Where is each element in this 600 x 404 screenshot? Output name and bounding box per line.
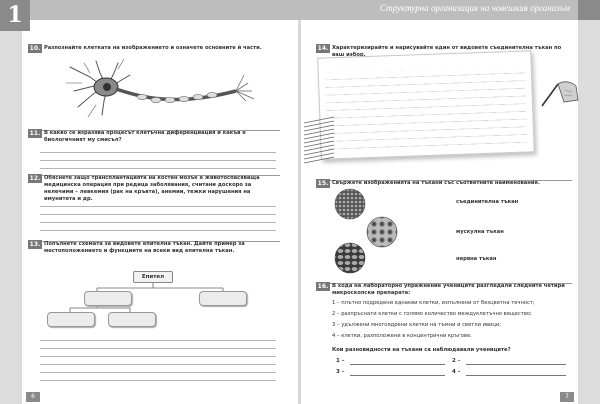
answer-line[interactable] [40,168,276,169]
answer-label-3: 3 – [336,369,345,375]
answer-blank-1[interactable] [350,364,445,365]
question-text-16: В хода на лабораторно упражнение учениците разгледали следните четири микроскопски препарата: [332,283,565,296]
question-number-13: 13. [29,241,41,248]
answer-line[interactable] [40,380,276,381]
question-number-14: 14. [317,45,329,52]
answer-line[interactable] [40,372,276,373]
preparation-4: 4 – клетки, разположени в концентрични кръгове. [332,333,472,339]
tissue-label-connective: съединителна тъкан [456,199,519,205]
answer-blank-2[interactable] [466,364,566,365]
micrograph-1[interactable] [335,189,365,219]
micrograph-2[interactable] [367,217,397,247]
answer-line[interactable] [40,206,276,207]
tissue-label-nervous: нервна тъкан [456,256,497,262]
preparation-1: 1 – плътно подредени еднакви клетки, изпълнени от безцветна течност; [332,300,535,306]
notebook-spiral-binding [300,115,340,175]
answer-blank-4[interactable] [466,375,566,376]
answer-blank-3[interactable] [350,375,445,376]
tissue-micrographs [330,188,415,278]
question-number-10: 10. [29,45,41,52]
diagram-empty-box[interactable] [108,312,156,327]
question-text-14: Характеризирайте и нарисувайте един от видовете съединителна тъкан по ваш избор. [332,45,562,58]
question-text-15: Свържете изображенията на тъкани със съответните наименования. [332,180,540,186]
question-text-12: Обяснете защо трансплантацията на костен мозък е животоспасяваща медицинска операция при редица заболявания, считани доскоро за нелечими – левкемия (рак на кръвта), анемии, тежки нарушения на имунитета и др. [44,175,260,202]
answer-line[interactable] [40,152,276,153]
answer-line[interactable] [40,222,276,223]
final-question: Кои разновидности на тъкани са наблюдавали учениците? [332,347,511,353]
answer-label-4: 4 – [452,369,461,375]
question-text-11: В какво се изразява процесът клетъчна диференциация и какъв е биологичният му смисъл? [44,130,246,143]
answer-line[interactable] [40,340,276,341]
answer-line[interactable] [40,160,276,161]
answer-line[interactable] [40,230,276,231]
right-margin-strip [578,20,600,404]
answer-line[interactable] [40,348,276,349]
page-number-right: 7 [560,392,574,402]
question-number-16: 16. [317,283,329,290]
book-spine [298,20,301,404]
page-number-left: 6 [26,392,40,402]
left-margin-strip [0,31,22,404]
diagram-empty-box[interactable] [47,312,95,327]
hand-with-pen-illustration [540,70,580,110]
neuron-illustration [60,55,260,125]
header-title: Структурна организация на човешкия организъм [379,3,570,13]
question-text-10: Разпознайте клетката на изображението и означете основните ѝ части. [44,45,262,51]
tissue-label-muscle: мускулна тъкан [456,229,504,235]
answer-label-2: 2 – [452,358,461,364]
diagram-empty-box[interactable] [84,291,132,306]
question-number-15: 15. [317,180,329,187]
question-number-12: 12. [29,175,41,182]
diagram-empty-box[interactable] [199,291,247,306]
notebook-drawing-area[interactable] [317,50,534,159]
answer-label-1: 1 – [336,358,345,364]
answer-line[interactable] [40,364,276,365]
preparation-2: 2 – разпръснати клетки с голямо количество междуклетъчно вещество; [332,311,532,317]
answer-line[interactable] [40,214,276,215]
diagram-root-epithelium: Епител [133,271,173,283]
header-corner [578,0,600,20]
micrograph-3[interactable] [335,243,365,273]
preparation-3: 3 – удължени многоядрени клетки на тъмни и светли ивици; [332,322,502,328]
question-number-11: 11. [29,130,41,137]
answer-line[interactable] [40,356,276,357]
question-text-13: Попълнете схемата за видовете епителна тъкан. Дайте пример за местоположението и функциите на всеки вид епителна тъкан. [44,241,245,254]
chapter-number: 1 [0,0,30,31]
notebook-ruled-lines [325,66,528,153]
